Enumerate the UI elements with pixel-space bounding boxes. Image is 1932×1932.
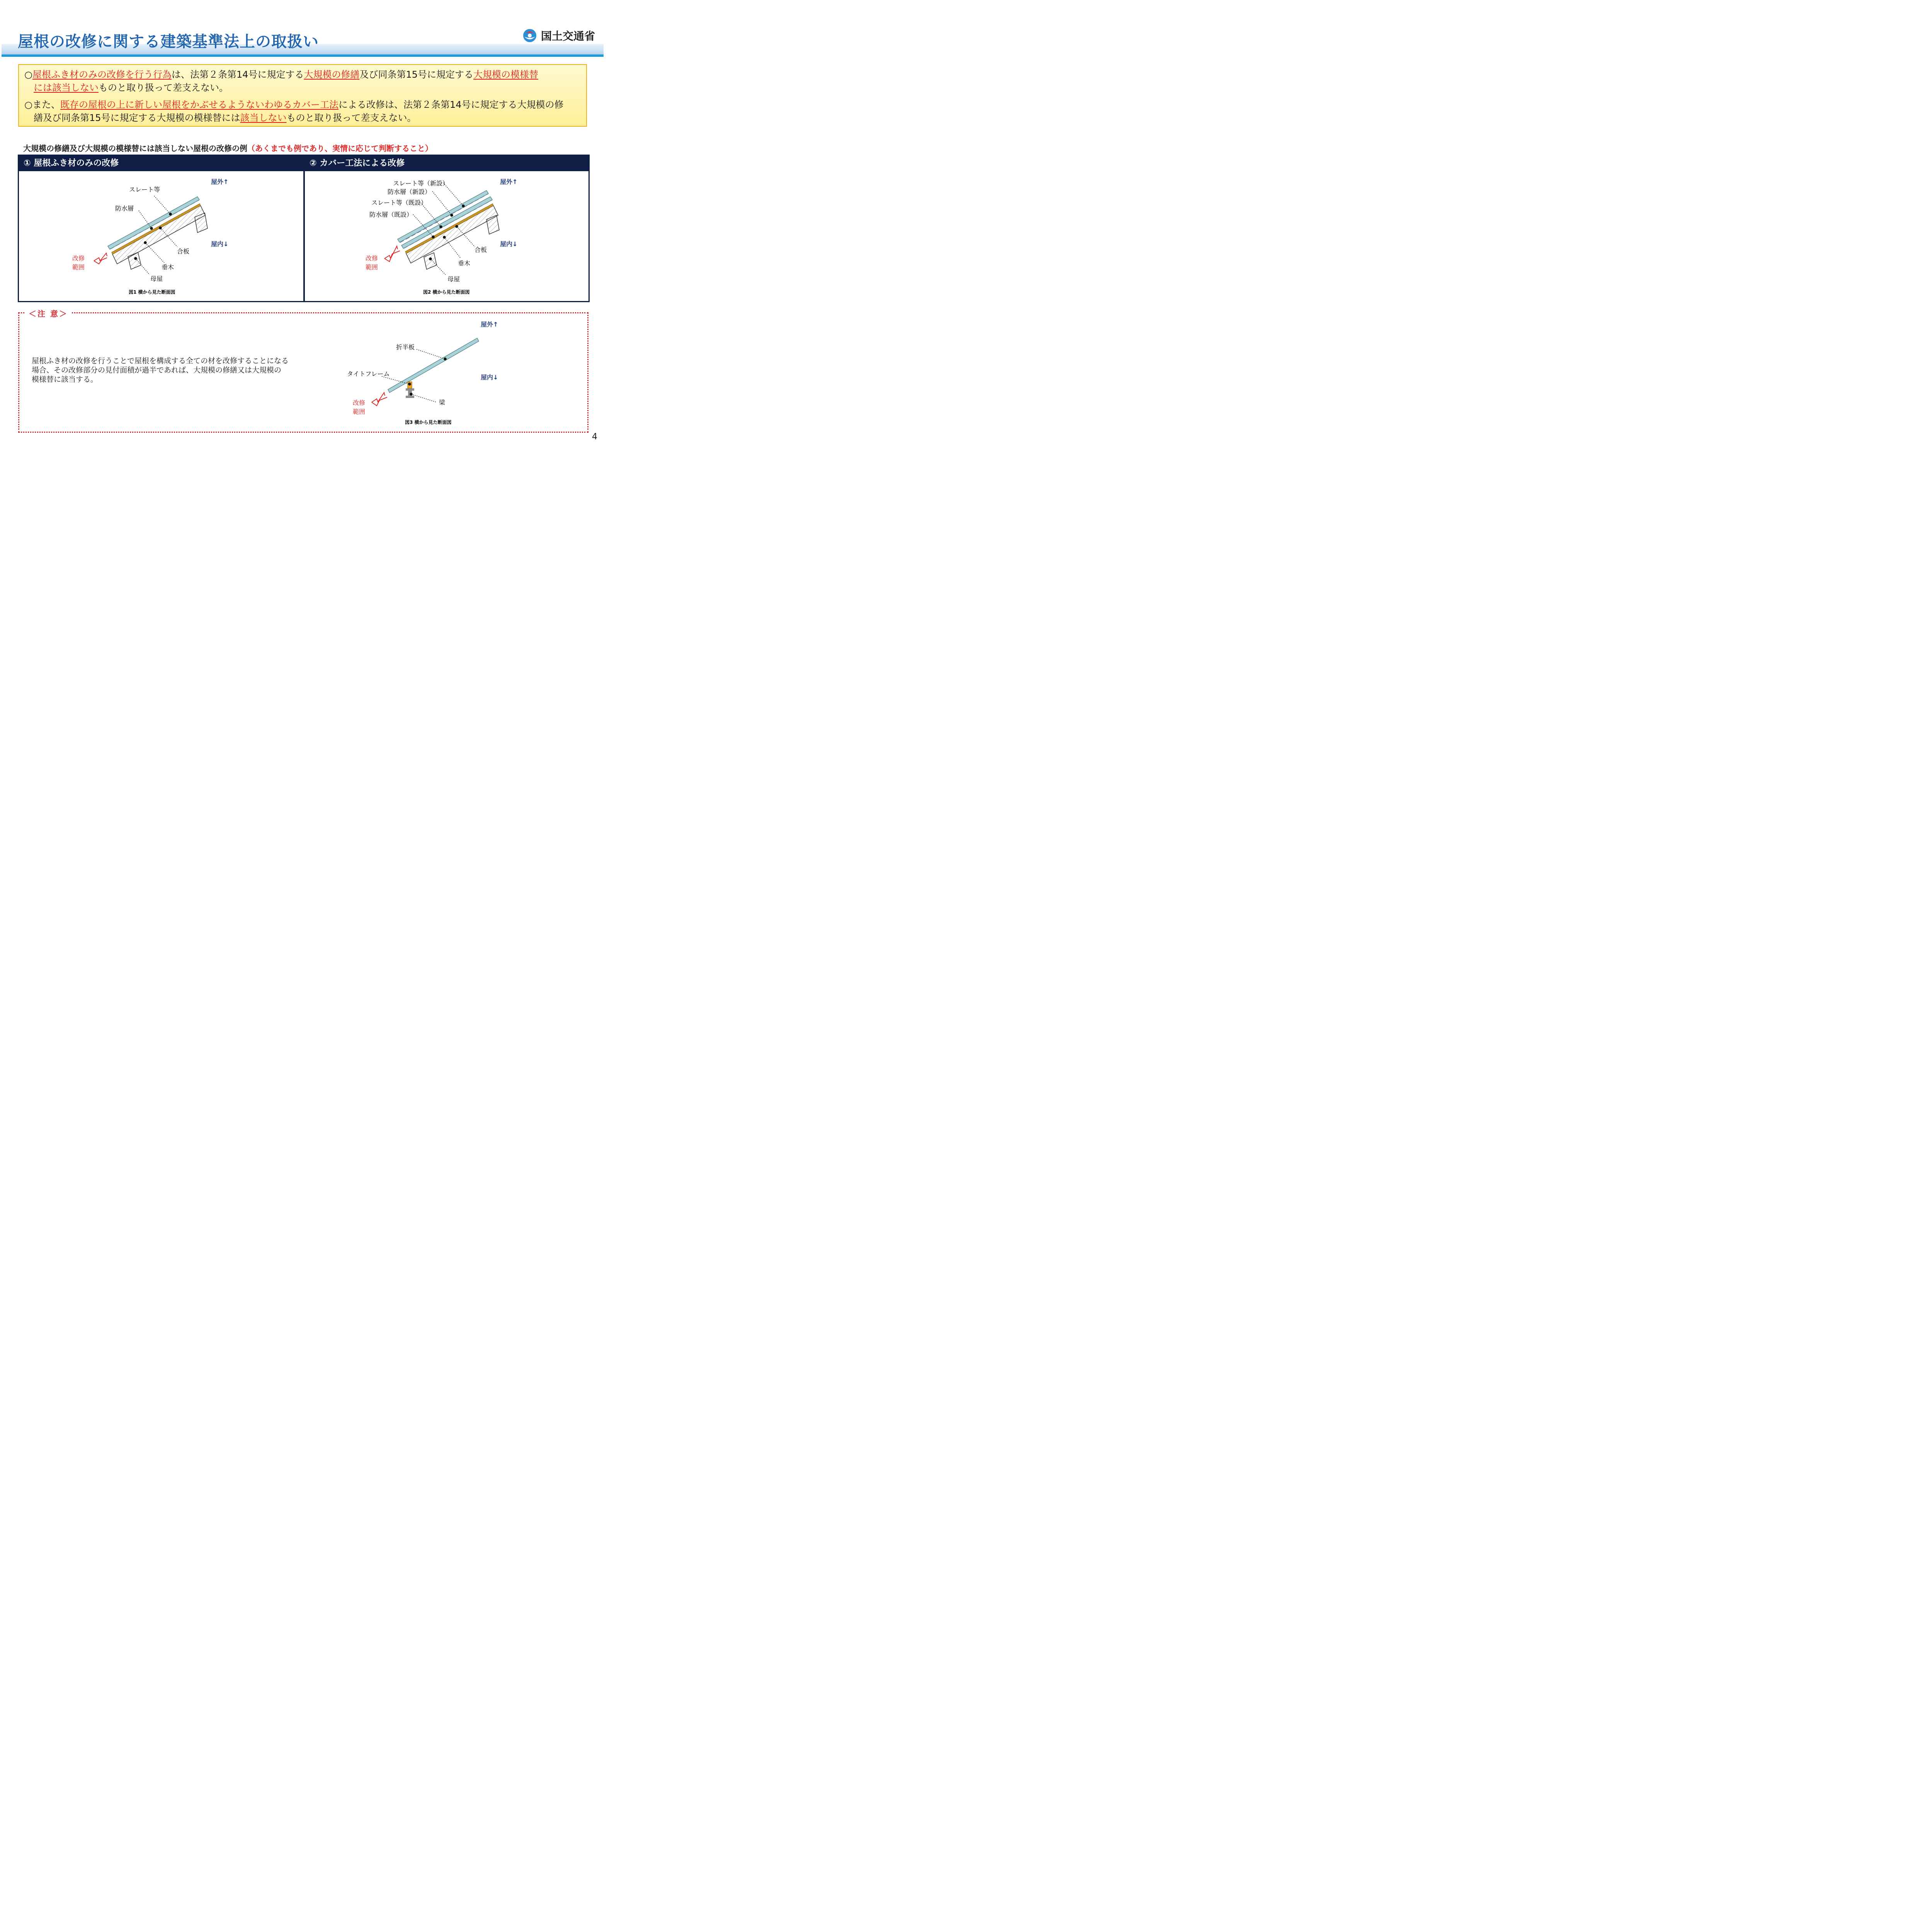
summary-paragraph-2 <box>24 98 564 124</box>
caution-text-line: 場合、その改修部分の見付面積が過半であれば、大規模の修繕又は大規模の <box>32 366 282 374</box>
repair-scope-bracket <box>94 253 107 264</box>
caution-text-line: 屋根ふき材の改修を行うことで屋根を構成する全ての材を改修することになる <box>32 357 289 365</box>
label-inside: 屋内↓ <box>500 240 518 248</box>
panel-1-title: ① 屋根ふき材のみの改修 <box>19 156 303 171</box>
highlight-not-applicable: 該当しない <box>240 112 287 123</box>
caution-text-line: 模様替に該当する。 <box>32 375 98 384</box>
panel-2-title: ② カバー工法による改修 <box>305 156 588 171</box>
summary-text: ものと取り扱って差支えない。 <box>99 82 228 93</box>
label-inside: 屋内↓ <box>481 374 498 381</box>
highlight-major-repair: 大規模の修繕 <box>304 69 360 80</box>
label-waterproof-new: 防水層（新設） <box>388 188 431 196</box>
label-tight-frame: タイトフレーム <box>347 370 390 378</box>
caution-label: ＜注 意＞ <box>26 308 71 319</box>
page-title: 屋根の改修に関する建築基準法上の取扱い <box>18 33 319 51</box>
highlight-roofing-only: 屋根ふき材のみの改修を行う行為 <box>32 69 172 80</box>
label-purlin: 母屋 <box>150 275 163 282</box>
figure-3-caption: 図3 横から見た断面図 <box>405 420 452 425</box>
label-scope-1: 改修 <box>353 399 366 406</box>
repair-scope-bracket <box>384 246 400 262</box>
label-waterproof: 防水層 <box>115 205 134 212</box>
figure-1-caption: 図1 横から見た断面図 <box>129 289 175 295</box>
label-plywood: 合板 <box>474 246 487 253</box>
highlight-cover-method: 既存の屋根の上に新しい屋根をかぶせるようないわゆるカバー工法 <box>60 99 338 110</box>
label-scope-1: 改修 <box>366 255 378 262</box>
examples-heading-text: 大規模の修繕及び大規模の模様替には該当しない屋根の改修の例 <box>23 144 247 153</box>
label-slate: スレート等 <box>129 186 160 193</box>
repair-scope-bracket <box>372 393 387 406</box>
mlit-emblem-icon <box>522 28 537 43</box>
logo-text: 国土交通省 <box>541 30 595 43</box>
label-purlin: 母屋 <box>447 276 460 283</box>
summary-text: は、法第２条第14号に規定する <box>171 69 304 80</box>
figure-2-caption: 図2 横から見た断面図 <box>423 289 470 295</box>
label-slate-existing: スレート等（既設） <box>371 199 427 206</box>
example-panel-2 <box>304 155 590 302</box>
summary-text: ものと取り扱って差支えない。 <box>286 112 417 123</box>
label-slate-new: スレート等（新設） <box>393 180 449 187</box>
bullet-circle: ○ <box>24 99 32 110</box>
label-outside: 屋外↑ <box>500 178 518 185</box>
rafter <box>112 206 205 264</box>
summary-text: 及び同条第15号に規定する <box>359 69 474 80</box>
steel-roof-figure-3 <box>340 318 510 430</box>
summary-box <box>18 64 587 127</box>
summary-paragraph-1 <box>24 68 538 94</box>
summary-text: また、 <box>32 99 60 110</box>
label-inside: 屋内↓ <box>211 240 229 248</box>
page-number: 4 <box>592 432 597 442</box>
summary-text: 繕及び同条第15号に規定する大規模の模様替には <box>34 112 240 123</box>
caution-text <box>32 356 310 384</box>
label-scope-1: 改修 <box>72 255 85 262</box>
examples-heading <box>23 142 433 153</box>
summary-text: による改修は、法第２条第14号に規定する大規模の修 <box>338 99 564 110</box>
label-beam: 梁 <box>439 399 446 406</box>
example-panel-1 <box>18 155 304 302</box>
roof-section-figure-2 <box>305 171 588 301</box>
label-outside: 屋外↑ <box>211 178 229 185</box>
label-outside: 屋外↑ <box>481 321 498 328</box>
beam-flange-top <box>406 388 414 391</box>
bullet-circle: ○ <box>24 69 32 80</box>
label-waterproof-existing: 防水層（既設） <box>369 211 413 218</box>
label-folded-plate: 折半板 <box>396 344 415 351</box>
header-rule <box>2 54 604 57</box>
label-scope-2: 範囲 <box>353 408 366 415</box>
highlight-not-applicable: には該当しない <box>34 82 99 93</box>
label-rafter: 垂木 <box>458 260 471 267</box>
roof-section-figure-1 <box>19 171 303 301</box>
label-scope-2: 範囲 <box>366 264 378 271</box>
label-rafter: 垂木 <box>162 264 174 271</box>
mlit-logo <box>522 28 595 43</box>
highlight-major-remodel: 大規模の模様替 <box>473 69 539 80</box>
beam-flange-bottom <box>406 396 414 398</box>
examples-note: （あくまでも例であり、実情に応じて判断すること） <box>247 144 433 153</box>
label-plywood: 合板 <box>177 248 190 255</box>
label-scope-2: 範囲 <box>72 264 85 271</box>
